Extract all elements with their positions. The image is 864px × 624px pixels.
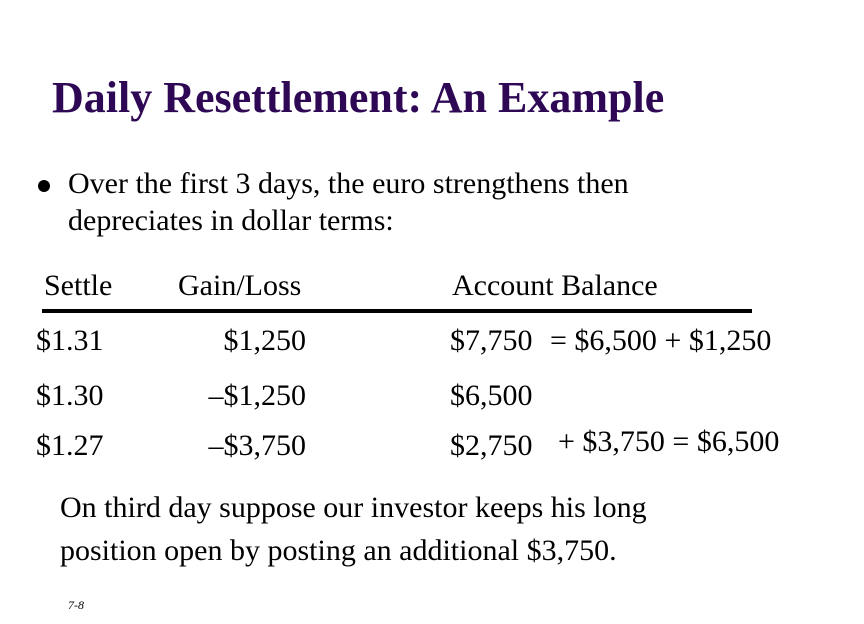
row-3-settle: $1.27 [36, 429, 104, 462]
row-1-gain-loss: $1,250 [223, 324, 306, 357]
bullet-text-line-1: Over the first 3 days, the euro strengthens then [68, 167, 629, 200]
bullet-dot-icon [38, 180, 50, 192]
row-1-equation: = $6,500 + $1,250 [550, 324, 772, 357]
row-3-equation: + $3,750 = $6,500 [558, 425, 780, 458]
row-2-gain-loss: –$1,250 [208, 379, 306, 412]
row-2-balance: $6,500 [450, 379, 533, 412]
row-1-balance: $7,750 [450, 324, 533, 357]
note-line-1: On third day suppose our investor keeps his long [60, 491, 647, 524]
row-3-gain-loss: –$3,750 [208, 429, 306, 462]
row-1-settle: $1.31 [36, 324, 104, 357]
row-3-balance: $2,750 [450, 429, 533, 462]
row-2-settle: $1.30 [36, 379, 104, 412]
note-line-2: position open by posting an additional $3,750. [60, 534, 617, 567]
bullet-text-line-2: depreciates in dollar terms: [68, 204, 394, 237]
header-rule [42, 309, 752, 313]
header-account-balance: Account Balance [452, 269, 658, 302]
slide-number: 7-8 [68, 598, 84, 612]
header-gain-loss: Gain/Loss [178, 269, 302, 302]
slide-title: Daily Resettlement: An Example [52, 73, 665, 122]
header-settle: Settle [44, 269, 113, 302]
